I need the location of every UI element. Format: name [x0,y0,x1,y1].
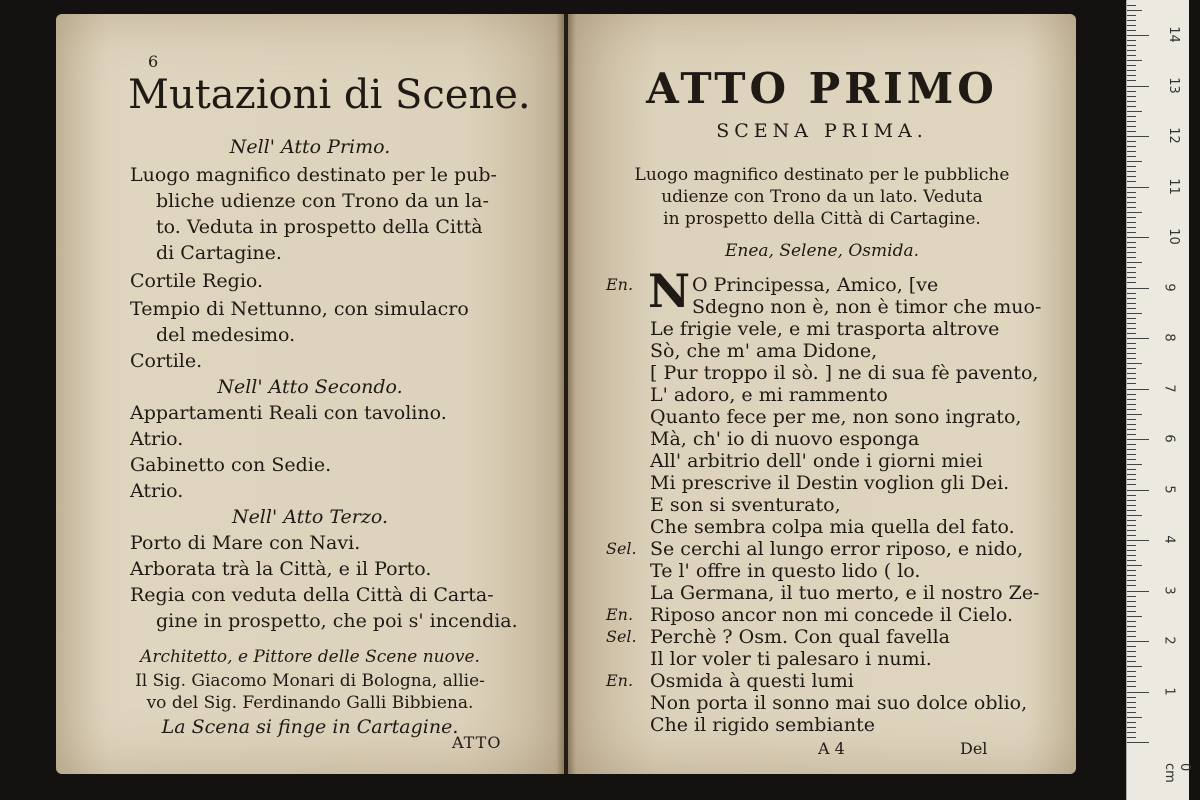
drop-cap: N [648,264,691,318]
ruler-tick [1127,96,1136,97]
ruler-number: 6 [1161,434,1177,443]
ruler-number: 2 [1161,636,1177,645]
ruler-tick [1127,732,1136,733]
ruler-tick [1127,176,1136,177]
ruler-tick [1127,75,1136,76]
ruler-tick [1127,611,1136,612]
ruler-tick [1127,404,1136,405]
act1-heading: Nell' Atto Primo. [229,136,391,158]
credits-line: Il Sig. Giacomo Monari di Bologna, allie- [135,671,485,691]
verse-line: Sdegno non è, non è timor che muo- [692,296,1042,318]
ruler-tick [1127,70,1136,71]
right-page [568,14,1076,774]
speaker-label: Sel. [606,539,637,558]
ruler-tick [1127,666,1142,667]
ruler-tick [1127,540,1149,541]
ruler-tick [1127,101,1136,102]
ruler-unit-label: 0 cm [1162,763,1192,783]
ruler-tick [1127,631,1136,632]
act-title: ATTO PRIMO [646,64,998,113]
ruler-tick [1127,368,1136,369]
ruler-tick [1127,646,1136,647]
text-line: gine in prospetto, che poi s' incendia. [156,610,518,632]
verse-line: Il lor voler ti palesaro i numi. [650,648,932,670]
speaker-label: Sel. [606,627,637,646]
ruler-tick [1127,626,1136,627]
speaker-label: En. [606,605,634,624]
ruler-tick [1127,585,1136,586]
ruler-tick [1127,515,1142,516]
ruler-tick [1127,20,1136,21]
ruler-tick [1127,343,1136,344]
ruler-tick [1127,358,1136,359]
ruler-tick [1127,111,1142,112]
ruler-tick [1127,35,1149,36]
ruler-tick [1127,484,1136,485]
ruler-tick [1127,146,1136,147]
ruler-tick [1127,383,1136,384]
ruler-tick [1127,65,1136,66]
ruler-tick [1127,121,1136,122]
ruler-tick [1127,192,1136,193]
ruler-number: 3 [1161,585,1177,595]
ruler-tick [1127,293,1136,294]
ruler-tick [1127,596,1136,597]
text-line: di Cartagine. [156,242,282,264]
ruler-number: 12 [1165,127,1181,144]
ruler-tick [1127,50,1136,51]
ruler-tick [1127,545,1136,546]
ruler-number: 1 [1161,686,1177,696]
verse-line: Se cerchi al lungo error riposo, e nido, [650,538,1024,560]
ruler-tick [1127,156,1136,157]
act2-heading: Nell' Atto Secondo. [217,376,403,398]
open-book [56,14,1076,774]
ruler-tick [1127,55,1136,56]
ruler-tick [1127,555,1136,556]
ruler-tick [1127,30,1136,31]
ruler-tick [1127,378,1136,379]
ruler-tick [1127,202,1136,203]
ruler-tick [1127,399,1136,400]
ruler-tick [1127,252,1136,253]
ruler-tick [1127,469,1136,470]
text-line: to. Veduta in prospetto della Città [156,216,483,238]
ruler-tick [1127,80,1136,81]
ruler-tick [1127,60,1142,61]
ruler-tick [1127,580,1136,581]
ruler-tick [1127,313,1142,314]
ruler-tick [1127,126,1136,127]
characters-line: Enea, Selene, Osmida. [724,241,920,261]
ruler-tick [1127,323,1136,324]
measuring-ruler [1126,0,1192,800]
text-line: Atrio. [130,480,184,502]
verse-line: Che sembra colpa mia quella del fato. [650,516,1015,538]
ruler-tick [1127,560,1136,561]
ruler-tick [1127,742,1149,743]
ruler-tick [1127,520,1136,521]
ruler-tick [1127,409,1136,410]
ruler-tick [1127,525,1136,526]
verse-line: Sò, che m' ama Didone, [650,340,878,362]
ruler-tick [1127,717,1142,718]
ruler-tick [1127,459,1136,460]
ruler-tick [1127,505,1136,506]
left-page [56,14,564,774]
ruler-tick [1127,454,1136,455]
signature-mark: A 4 [818,739,845,758]
verse-line: Mà, ch' io di nuovo esponga [650,428,920,450]
ruler-tick [1127,495,1136,496]
ruler-tick [1127,328,1136,329]
verse-line: Te l' offre in questo lido ( lo. [650,560,921,582]
ruler-tick [1127,217,1136,218]
ruler-tick [1127,661,1136,662]
verse-line: All' arbitrio dell' onde i giorni miei [650,450,983,472]
verse-line: Quanto fece per me, non sono ingrato, [650,406,1022,428]
text-line: Regia con veduta della Città di Carta- [130,584,494,606]
setting-line: udienze con Trono da un lato. Veduta [661,187,983,207]
ruler-tick [1127,353,1136,354]
ruler-tick [1127,303,1136,304]
ruler-number: 8 [1161,333,1177,342]
ruler-tick [1127,676,1136,677]
ruler-tick [1127,449,1136,450]
ruler-tick [1127,257,1136,258]
ruler-tick [1127,702,1136,703]
text-line: Appartamenti Reali con tavolino. [130,402,447,424]
ruler-number: 10 [1165,228,1181,245]
setting-line: Luogo magnifico destinato per le pubbliche [634,165,1010,185]
ruler-tick [1127,394,1136,395]
page-title: Mutazioni di Scene. [128,72,531,118]
speaker-label: En. [606,275,634,294]
ruler-tick [1127,333,1136,334]
ruler-tick [1127,606,1136,607]
ruler-tick [1127,681,1136,682]
ruler-tick [1127,591,1149,592]
text-line: Porto di Mare con Navi. [130,532,361,554]
ruler-tick [1127,570,1136,571]
ruler-tick [1127,106,1136,107]
setting-line: in prospetto della Città di Cartagine. [663,209,981,229]
ruler-tick [1127,474,1136,475]
ruler-number: 4 [1161,535,1177,544]
ruler-tick [1127,308,1136,309]
act3-heading: Nell' Atto Terzo. [231,506,389,528]
ruler-tick [1127,651,1136,652]
setting-line: La Scena si finge in Cartagine. [161,716,459,738]
ruler-tick [1127,727,1136,728]
ruler-tick [1127,464,1142,465]
ruler-number: 5 [1161,484,1177,494]
verse-line: Le frigie vele, e mi trasporta altrove [650,318,1000,340]
ruler-tick [1127,434,1136,435]
ruler-tick [1127,530,1136,531]
ruler-tick [1127,181,1136,182]
verse-line: Riposo ancor non mi concede il Cielo. [650,604,1013,626]
ruler-tick [1127,692,1149,693]
text-line: Tempio di Nettunno, con simulacro [130,298,469,320]
ruler-tick [1127,429,1136,430]
ruler-tick [1127,621,1136,622]
ruler-tick [1127,247,1136,248]
ruler-tick [1127,712,1136,713]
text-line: Arborata trà la Città, e il Porto. [130,558,432,580]
ruler-tick [1127,348,1136,349]
ruler-tick [1127,636,1136,637]
ruler-tick [1127,298,1136,299]
ruler-tick [1127,136,1149,137]
ruler-tick [1127,510,1136,511]
ruler-tick [1127,277,1136,278]
verse-line: Mi prescrive il Destin voglion gli Dei. [650,472,1010,494]
ruler-tick [1127,282,1136,283]
ruler-number: 7 [1161,383,1177,393]
ruler-tick [1127,424,1136,425]
catchword: Del [960,739,988,758]
text-line: Gabinetto con Sedie. [130,454,332,476]
ruler-tick [1127,116,1136,117]
catchword: ATTO [452,733,502,752]
book-gutter [556,14,576,774]
verse-line: E son si sventurato, [650,494,841,516]
ruler-tick [1127,45,1136,46]
ruler-tick [1127,500,1136,501]
ruler-tick [1127,707,1136,708]
ruler-tick [1127,601,1136,602]
verse-line: Non porta il sonno mai suo dolce oblio, [650,692,1028,714]
ruler-tick [1127,686,1136,687]
ruler-tick [1127,737,1136,738]
ruler-tick [1127,419,1136,420]
credits-heading: Architetto, e Pittore delle Scene nuove. [140,647,480,667]
verse-line: O Principessa, Amico, [ve [692,274,939,296]
ruler-number: 9 [1161,282,1177,292]
ruler-tick [1127,237,1149,238]
ruler-tick [1127,171,1136,172]
ruler-tick [1127,565,1142,566]
ruler-tick [1127,575,1136,576]
scene-heading: SCENA PRIMA. [716,120,928,142]
ruler-tick [1127,161,1142,162]
verse-line: Che il rigido sembiante [650,714,875,736]
ruler-tick [1127,288,1149,289]
ruler-number: 14 [1165,26,1181,43]
ruler-tick [1127,5,1136,6]
ruler-tick [1127,272,1136,273]
ruler-tick [1127,373,1136,374]
text-line: Cortile Regio. [130,270,264,292]
ruler-tick [1127,616,1142,617]
ruler-tick [1127,338,1149,339]
ruler-tick [1127,187,1149,188]
ruler-tick [1127,535,1136,536]
text-line: Atrio. [130,428,184,450]
ruler-tick [1127,25,1136,26]
ruler-tick [1127,389,1149,390]
ruler-tick [1127,232,1136,233]
text-line: bliche udienze con Trono da un la- [156,190,489,212]
ruler-tick [1127,444,1136,445]
ruler-tick [1127,656,1136,657]
ruler-tick [1127,479,1136,480]
ruler-tick [1127,15,1136,16]
ruler-tick [1127,414,1142,415]
ruler-tick [1127,267,1136,268]
ruler-tick [1127,490,1149,491]
text-line: del medesimo. [156,324,296,346]
ruler-tick [1127,197,1136,198]
ruler-tick [1127,439,1149,440]
ruler-number: 13 [1165,76,1181,94]
ruler-tick [1127,222,1136,223]
verse-line: [ Pur troppo il sò. ] ne di sua fè pavento, [650,362,1039,384]
ruler-tick [1127,722,1136,723]
ruler-tick [1127,151,1136,152]
ruler-tick [1127,40,1136,41]
ruler-tick [1127,550,1136,551]
ruler-tick [1127,262,1142,263]
speaker-label: En. [606,671,634,690]
ruler-tick [1127,10,1142,11]
ruler-tick [1127,318,1136,319]
ruler-tick [1127,207,1136,208]
ruler-tick [1127,166,1136,167]
verse-line: La Germana, il tuo merto, e il nostro Ze- [650,582,1040,604]
ruler-tick [1127,141,1136,142]
ruler-tick [1127,131,1136,132]
text-line: Cortile. [130,350,203,372]
text-line: Luogo magnifico destinato per le pub- [130,164,497,186]
ruler-tick [1127,227,1136,228]
verse-line: L' adoro, e mi rammento [650,384,888,406]
page-number: 6 [148,52,159,71]
ruler-tick [1127,86,1149,87]
ruler-tick [1127,641,1149,642]
ruler-number: 11 [1165,177,1181,195]
ruler-tick [1127,212,1142,213]
ruler-tick [1127,91,1136,92]
ruler-tick [1127,697,1136,698]
ruler-tick [1127,671,1136,672]
ruler-tick [1127,242,1136,243]
verse-line: Osmida à questi lumi [650,670,854,692]
ruler-tick [1127,363,1142,364]
verse-line: Perchè ? Osm. Con qual favella [650,626,950,648]
credits-line: vo del Sig. Ferdinando Galli Bibbiena. [146,693,474,713]
